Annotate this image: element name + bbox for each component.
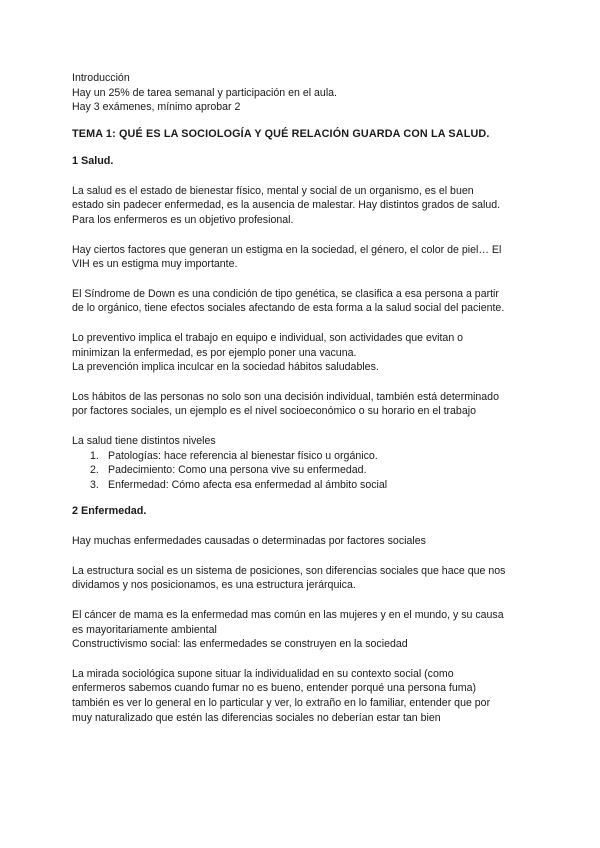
text-line: Los hábitos de las personas no solo son una decisión individual, también está determinado xyxy=(72,390,499,403)
text-line: La prevención implica inculcar en la sociedad hábitos saludables. xyxy=(72,361,379,374)
paragraph xyxy=(72,243,534,272)
text-line: La estructura social es un sistema de posiciones, son diferencias sociales que hace que nos xyxy=(72,564,506,577)
text-line: es mayoritariamente ambiental xyxy=(72,623,217,636)
levels-intro: La salud tiene distintos niveles xyxy=(72,434,216,447)
list-number: 2. xyxy=(90,464,99,477)
list-item xyxy=(72,449,534,464)
levels-list xyxy=(72,449,534,493)
text-line: Constructivismo social: las enfermedades se construyen en la sociedad xyxy=(72,638,408,651)
text-line: Lo preventivo implica el trabajo en equipo e individual, son actividades que evitan o xyxy=(72,331,464,344)
section-heading-salud: 1 Salud. xyxy=(72,154,114,167)
list-item-text: Patologías: hace referencia al bienestar físico u orgánico. xyxy=(108,449,378,462)
paragraph xyxy=(72,667,534,725)
text-line: La mirada sociológica supone situar la individualidad en su contexto social (como xyxy=(72,667,454,680)
text-line: Para los enfermeros es un objetivo profesional. xyxy=(72,213,294,226)
text-line: también es ver lo general en lo particular y ver, lo extraño en lo familiar, entender que por xyxy=(72,697,491,710)
list-item-text: Enfermedad: Cómo afecta esa enfermedad al ámbito social xyxy=(108,478,388,491)
text-line: Hay ciertos factores que generan un estigma en la sociedad, el género, el color de piel… El xyxy=(72,243,502,256)
text-line: La salud es el estado de bienestar físico, mental y social de un organismo, es el buen xyxy=(72,184,474,197)
list-item-text: Padecimiento: Como una persona vive su enfermedad. xyxy=(108,464,367,477)
text-line: dividamos y nos posicionamos, es una estructura jerárquica. xyxy=(72,579,356,592)
paragraph xyxy=(72,390,534,419)
intro-title: Introducción xyxy=(72,72,130,84)
text-line: estado sin padecer enfermedad, es la ausencia de malestar. Hay distintos grados de salud. xyxy=(72,199,501,212)
text-line: VIH es un estigma muy importante. xyxy=(72,258,238,271)
list-item xyxy=(72,478,534,493)
text-line: minimizan la enfermedad, es por ejemplo poner una vacuna. xyxy=(72,346,357,359)
text-line: El cáncer de mama es la enfermedad mas común en las mujeres y en el mundo, y su causa xyxy=(72,609,504,622)
text-line: enfermeros sabemos cuando fumar no es bueno, entender porqué una persona fuma) xyxy=(72,682,476,695)
list-number: 3. xyxy=(90,478,99,491)
topic-title: TEMA 1: QUÉ ES LA SOCIOLOGÍA Y QUÉ RELACIÓN GUARDA CON LA SALUD. xyxy=(72,127,490,140)
section-heading-enfermedad: 2 Enfermedad. xyxy=(72,505,147,518)
list-item xyxy=(72,463,534,478)
document-body xyxy=(72,71,534,725)
paragraph xyxy=(72,287,534,316)
text-line: muy naturalizado que estén las diferencias sociales no deberían estar tan bien xyxy=(72,711,441,724)
paragraph xyxy=(72,331,534,375)
paragraph xyxy=(72,564,534,593)
text-line: El Síndrome de Down es una condición de tipo genética, se clasifica a esa persona a partir xyxy=(72,287,499,300)
paragraph xyxy=(72,608,534,652)
text-line: Hay muchas enfermedades causadas o determinadas por factores sociales xyxy=(72,535,426,548)
paragraph xyxy=(72,534,534,549)
intro-line: Hay 3 exámenes, mínimo aprobar 2 xyxy=(72,101,241,114)
intro-line: Hay un 25% de tarea semanal y participación en el aula. xyxy=(72,86,338,99)
text-line: de lo orgánico, tiene efectos sociales afectando de esta forma a la salud social del paciente. xyxy=(72,302,505,315)
paragraph xyxy=(72,184,534,228)
text-line: por factores sociales, un ejemplo es el nivel socioeconómico o su horario en el trabajo xyxy=(72,405,476,418)
list-number: 1. xyxy=(90,449,99,462)
